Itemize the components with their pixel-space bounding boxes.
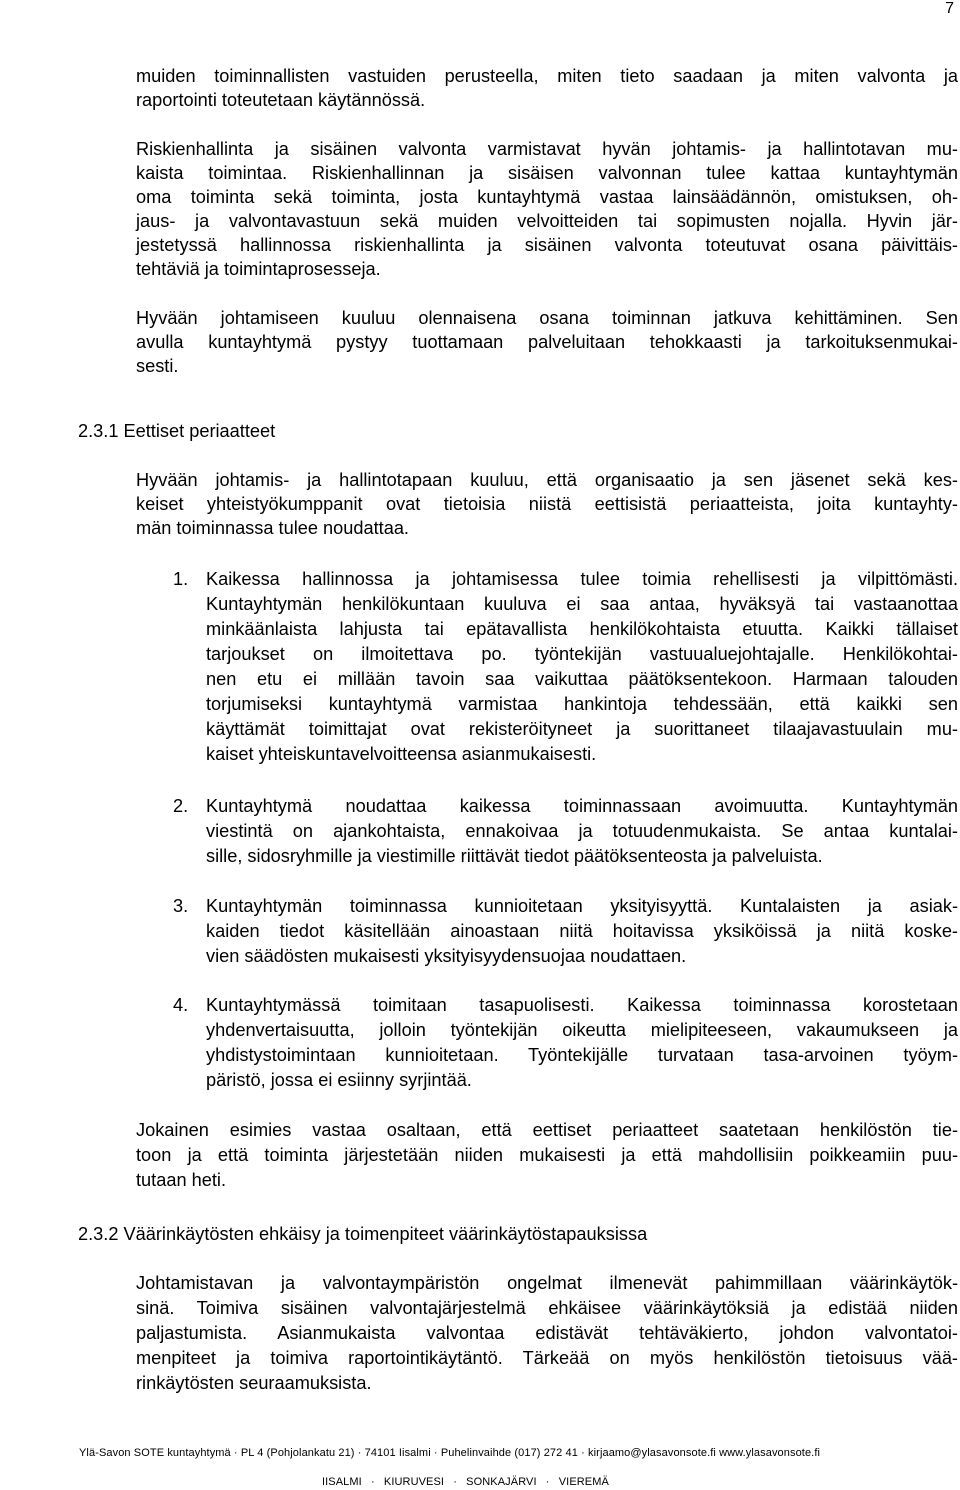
- text-line: paljastumista. Asianmukaista valvontaa edistävät tehtäväkierto, johdon valvontatoi-: [136, 1323, 958, 1343]
- text-line: päristö, jossa ei esiinny syrjintää.: [206, 1070, 472, 1090]
- footer-municipalities: IISALMI · KIURUVESI · SONKAJÄRVI · VIEREMÄ: [322, 1476, 609, 1488]
- text-line: tarjoukset on ilmoitettava po. työntekijän vastuualuejohtajalle. Henkilökohtai-: [206, 644, 958, 664]
- text-line: jaus- ja valvontavastuun sekä muiden velvoitteiden tai sopimusten nojalla. Hyvin jär-: [136, 211, 958, 231]
- list-number: 3.: [173, 896, 189, 916]
- text-line: yhdenvertaisuutta, jolloin työntekijän oikeutta mielipiteeseen, vakaumukseen ja: [206, 1020, 958, 1040]
- text-line: avulla kuntayhtymä pystyy tuottamaan palveluitaan tehokkaasti ja tarkoituksenmukai-: [136, 332, 958, 352]
- section-heading: 2.3.2 Väärinkäytösten ehkäisy ja toimenpiteet väärinkäytöstapauksissa: [78, 1224, 648, 1244]
- text-line: Hyvään johtamis- ja hallintotapaan kuuluu, että organisaatio ja sen jäsenet sekä kes-: [136, 470, 958, 490]
- text-line: kaiden tiedot käsitellään ainoastaan niitä hoitavissa yksiköissä ja niitä koske-: [206, 921, 958, 941]
- text-line: Kuntayhtymässä toimitaan tasapuolisesti. Kaikessa toiminnassa korostetaan: [206, 995, 958, 1015]
- text-line: Hyvään johtamiseen kuuluu olennaisena osana toiminnan jatkuva kehittäminen. Sen: [136, 308, 958, 328]
- text-line: sille, sidosryhmille ja viestimille riittävät tiedot päätöksenteosta ja palveluista.: [206, 846, 823, 866]
- text-line: keiset yhteistyökumppanit ovat tietoisia niistä eettisistä periaatteista, joita kuntayhty-: [136, 494, 958, 514]
- text-line: sinä. Toimiva sisäinen valvontajärjestelmä ehkäisee väärinkäytöksiä ja edistää niiden: [136, 1298, 958, 1318]
- page-number: 7: [945, 0, 954, 17]
- text-line: muiden toiminnallisten vastuiden perusteella, miten tieto saadaan ja miten valvonta ja: [136, 66, 958, 86]
- text-line: Jokainen esimies vastaa osaltaan, että eettiset periaatteet saatetaan henkilöstön tie-: [136, 1120, 958, 1140]
- text-line: raportointi toteutetaan käytännössä.: [136, 90, 426, 110]
- text-line: sesti.: [136, 356, 179, 376]
- text-line: rinkäytösten seuraamuksista.: [136, 1373, 372, 1393]
- text-line: torjumiseksi kuntayhtymä varmistaa hankintoja tehdessään, että kaikki sen: [206, 694, 958, 714]
- text-line: menpiteet ja toimiva raportointikäytäntö. Tärkeää on myös henkilöstön tietoisuus vää-: [136, 1348, 958, 1368]
- text-line: nen etu ei millään tavoin saa vaikuttaa päätöksentekoon. Harmaan talouden: [206, 669, 958, 689]
- text-line: Kuntayhtymän henkilökuntaan kuuluva ei saa antaa, hyväksyä tai vastaanottaa: [206, 594, 958, 614]
- list-number: 4.: [173, 995, 189, 1015]
- list-number: 1.: [173, 569, 189, 589]
- list-number: 2.: [173, 796, 189, 816]
- text-line: viestintä on ajankohtaista, ennakoivaa ja totuudenmukaista. Se antaa kuntalai-: [206, 821, 958, 841]
- text-line: Kuntayhtymä noudattaa kaikessa toiminnassaan avoimuutta. Kuntayhtymän: [206, 796, 958, 816]
- text-line: tutaan heti.: [136, 1170, 226, 1190]
- text-line: Johtamistavan ja valvontaympäristön ongelmat ilmenevät pahimmillaan väärinkäytök-: [136, 1273, 958, 1293]
- text-line: kaiset yhteiskuntavelvoitteensa asianmukaisesti.: [206, 744, 597, 764]
- text-line: oma toiminta sekä toiminta, josta kuntayhtymä vastaa lainsäädännön, omistuksen, oh-: [136, 187, 958, 207]
- text-line: kaista toimintaa. Riskienhallinnan ja sisäisen valvonnan tulee kattaa kuntayhtymän: [136, 163, 958, 183]
- text-line: tehtäviä ja toimintaprosesseja.: [136, 259, 381, 279]
- footer-contact: Ylä-Savon SOTE kuntayhtymä · PL 4 (Pohjolankatu 21) · 74101 Iisalmi · Puhelinvaihde (017) 272 41 · kirjaamo@ylasavonsote.fi www.ylasavonsote.fi: [79, 1447, 821, 1459]
- text-line: Kaikessa hallinnossa ja johtamisessa tulee toimia rehellisesti ja vilpittömästi.: [206, 569, 958, 589]
- text-line: Kuntayhtymän toiminnassa kunnioitetaan yksityisyyttä. Kuntalaisten ja asiak-: [206, 896, 958, 916]
- text-line: yhdistystoimintaan kunnioitetaan. Työntekijälle turvataan tasa-arvoinen työym-: [206, 1045, 958, 1065]
- text-line: jestetyssä hallinnossa riskienhallinta ja sisäinen valvonta toteutuvat osana päivittäis-: [136, 235, 958, 255]
- text-line: minkäänlaista lahjusta tai epätavallista henkilökohtaista etuutta. Kaikki tällaiset: [206, 619, 958, 639]
- text-line: Riskienhallinta ja sisäinen valvonta varmistavat hyvän johtamis- ja hallintotavan mu-: [136, 139, 958, 159]
- text-line: män toiminnassa tulee noudattaa.: [136, 518, 409, 538]
- section-heading: 2.3.1 Eettiset periaatteet: [78, 421, 276, 441]
- text-line: toon ja että toiminta järjestetään niiden mukaisesti ja että mahdollisiin poikkeamiin puu-: [136, 1145, 958, 1165]
- text-line: vien säädösten mukaisesti yksityisyydensuojaa noudattaen.: [206, 946, 687, 966]
- text-line: käyttämät toimittajat ovat rekisteröityneet ja suorittaneet tilaajavastuulain mu-: [206, 719, 958, 739]
